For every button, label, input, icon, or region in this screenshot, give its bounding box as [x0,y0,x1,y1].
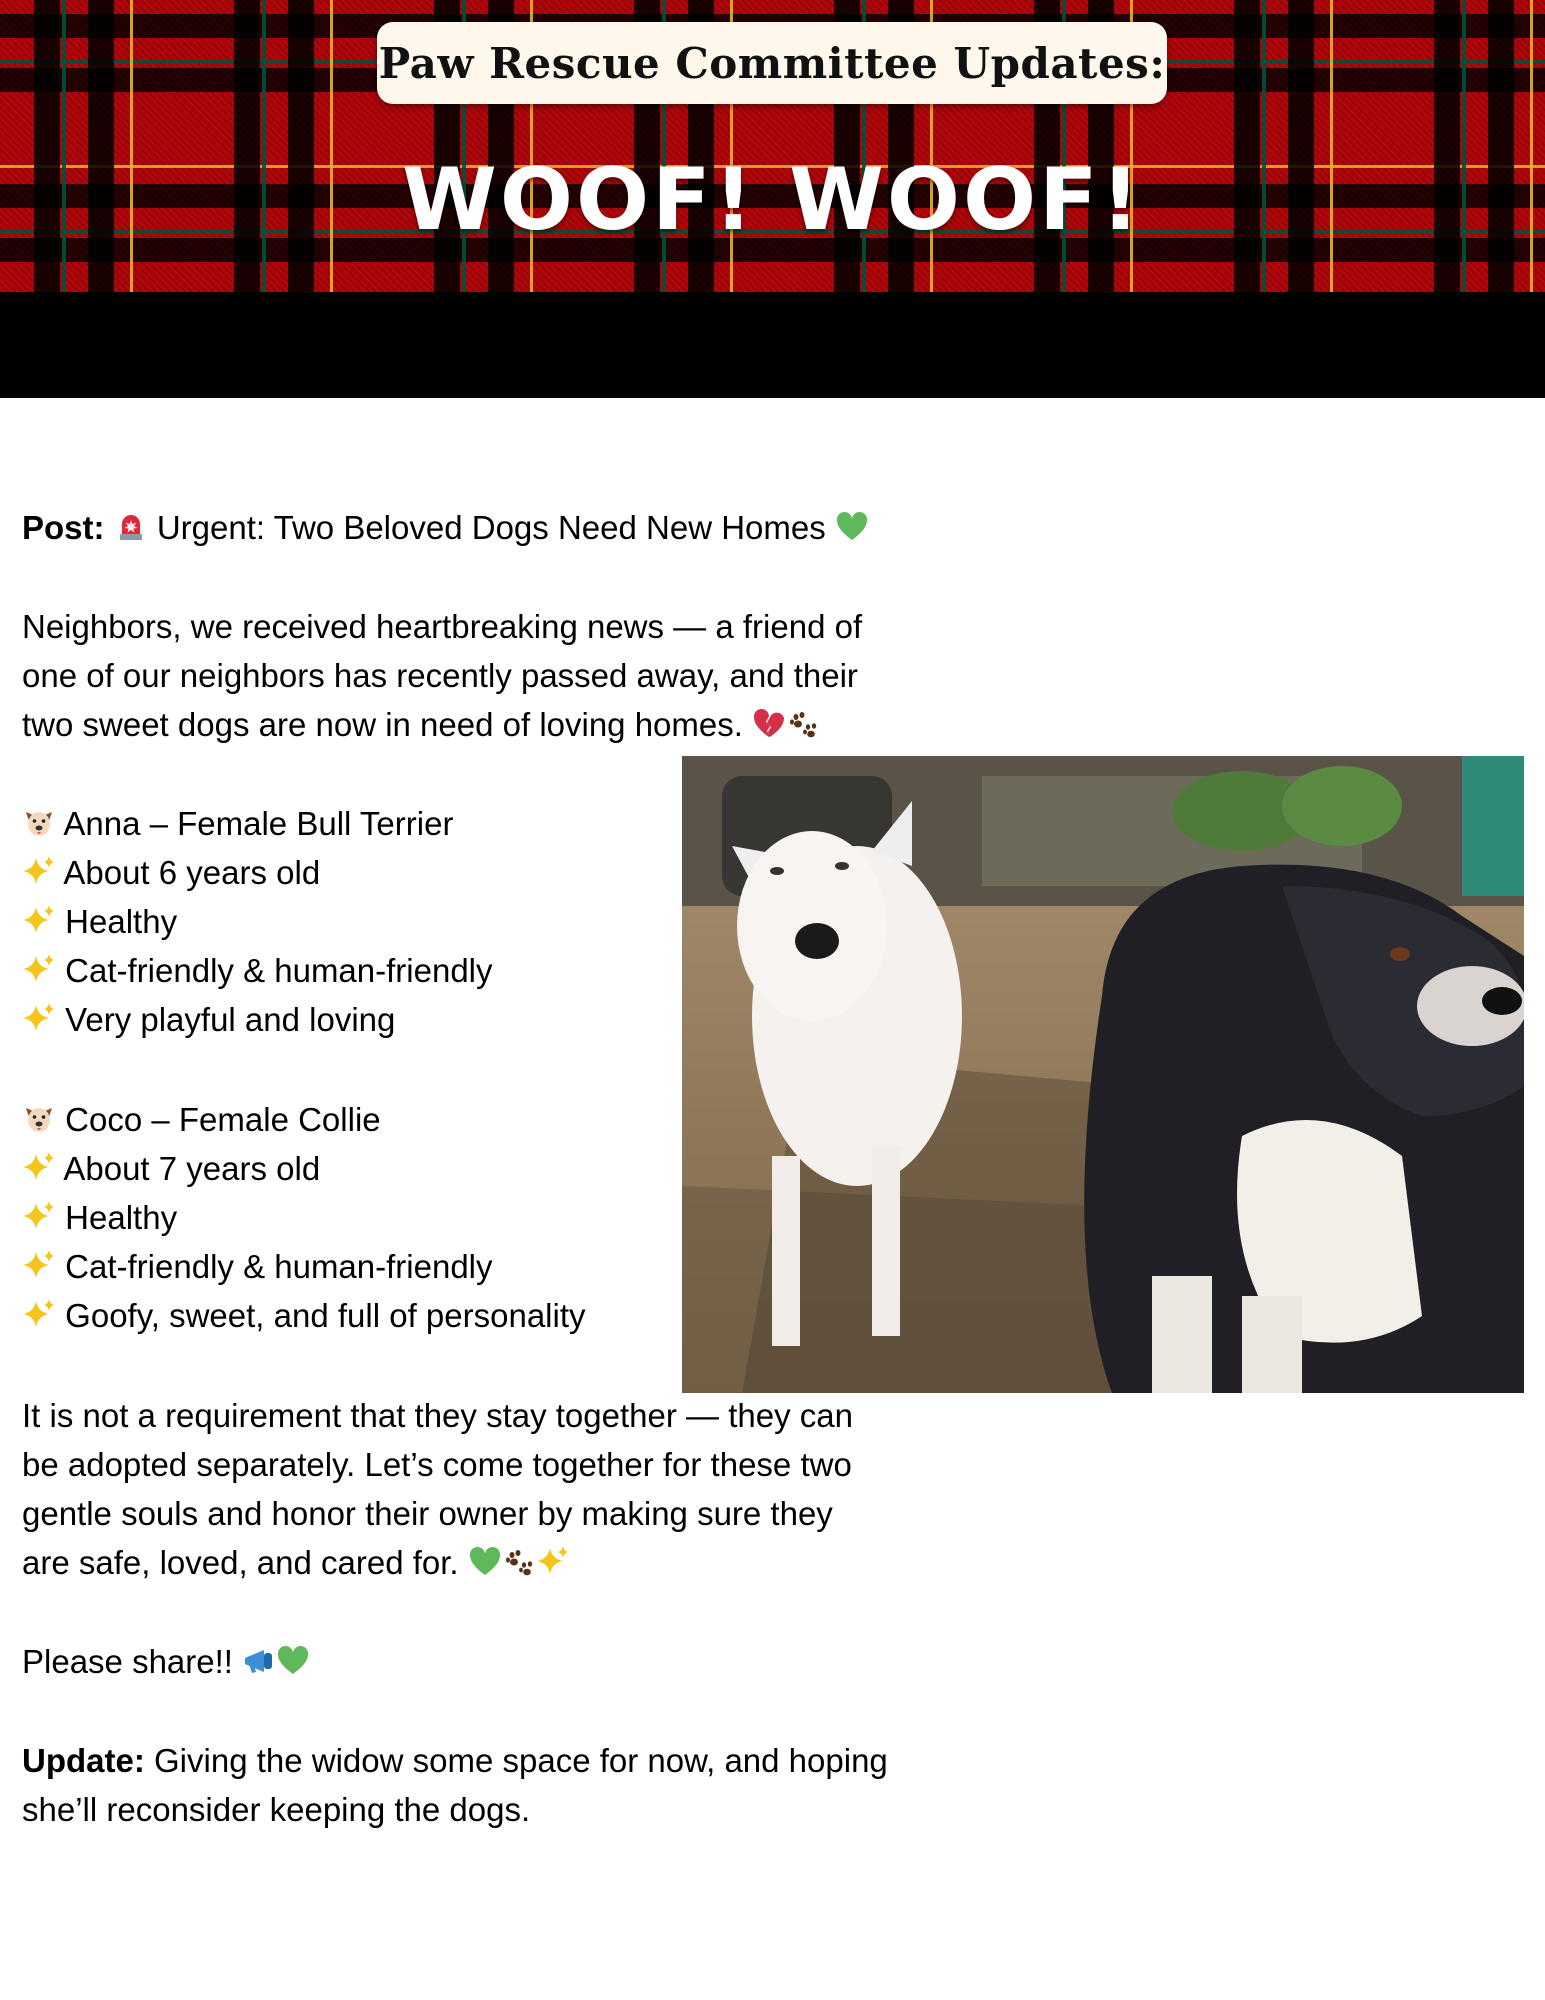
intro-line-2: one of our neighbors has recently passed away, and their [22,657,858,694]
intro-line-3-text: two sweet dogs are now in need of loving homes. [22,706,743,743]
anna-trait-3-text: Cat-friendly & human-friendly [65,952,493,989]
post-title-line [22,503,869,552]
dog-face-icon [22,806,56,840]
anna-trait-3 [22,946,493,995]
coco-trait-1-text: About 7 years old [63,1150,321,1187]
anna-trait-4-text: Very playful and loving [65,1001,396,1038]
sparkles-icon [22,904,56,938]
header-black-bar [0,292,1545,398]
coco-trait-3 [22,1242,493,1291]
megaphone-icon [242,1644,276,1678]
green-heart-icon [276,1644,310,1678]
sparkles-icon [22,1200,56,1234]
coco-trait-2 [22,1193,177,1242]
closing-line-1: It is not a requirement that they stay together — they can [22,1397,853,1434]
sparkles-icon [22,1298,56,1332]
coco-trait-2-text: Healthy [65,1199,178,1236]
dogs-photo [682,756,1524,1393]
sparkles-icon [22,1249,56,1283]
update-label: Update: [22,1742,145,1779]
sparkles-icon [22,953,56,987]
green-heart-icon [468,1545,502,1579]
closing-line-4-text: are safe, loved, and cared for. [22,1544,459,1581]
dog-anna-heading [22,799,453,848]
title-pill [377,22,1167,104]
share-line [22,1637,310,1686]
sparkles-icon [22,1002,56,1036]
paw-prints-icon [502,1545,536,1579]
anna-trait-2-text: Healthy [65,903,178,940]
coco-trait-4 [22,1291,586,1340]
page-title: Paw Rescue Committee Updates: [378,38,1166,88]
anna-trait-2 [22,897,177,946]
coco-trait-1 [22,1144,320,1193]
update-line-2: she’ll reconsider keeping the dogs. [22,1791,531,1828]
anna-trait-1-text: About 6 years old [63,854,321,891]
woof-heading: WOOF! WOOF! [401,150,1144,250]
coco-trait-3-text: Cat-friendly & human-friendly [65,1248,493,1285]
dog-coco-heading [22,1095,381,1144]
broken-heart-icon [752,707,786,741]
dog-face-icon [22,1102,56,1136]
post-title: Urgent: Two Beloved Dogs Need New Homes [156,509,826,546]
intro-line-3 [22,700,820,749]
intro-line-1: Neighbors, we received heartbreaking news — a friend of [22,608,863,645]
dog-anna-name: Anna – Female Bull Terrier [63,805,454,842]
closing-line-3: gentle souls and honor their owner by making sure they [22,1495,833,1532]
update-line-1 [22,1736,888,1785]
share-text: Please share!! [22,1643,233,1680]
coco-trait-4-text: Goofy, sweet, and full of personality [65,1297,586,1334]
closing-line-2: be adopted separately. Let’s come together for these two [22,1446,852,1483]
dog-coco-name: Coco – Female Collie [65,1101,381,1138]
paw-prints-icon [786,707,820,741]
anna-trait-4 [22,995,395,1044]
sparkles-icon [536,1545,570,1579]
police-car-light-icon [114,508,148,542]
post-label: Post: [22,509,105,546]
closing-line-4 [22,1538,570,1587]
green-heart-icon [835,510,869,544]
anna-trait-1 [22,848,320,897]
update-line-1-text: Giving the widow some space for now, and hoping [154,1742,888,1779]
sparkles-icon [22,1151,56,1185]
sparkles-icon [22,855,56,889]
